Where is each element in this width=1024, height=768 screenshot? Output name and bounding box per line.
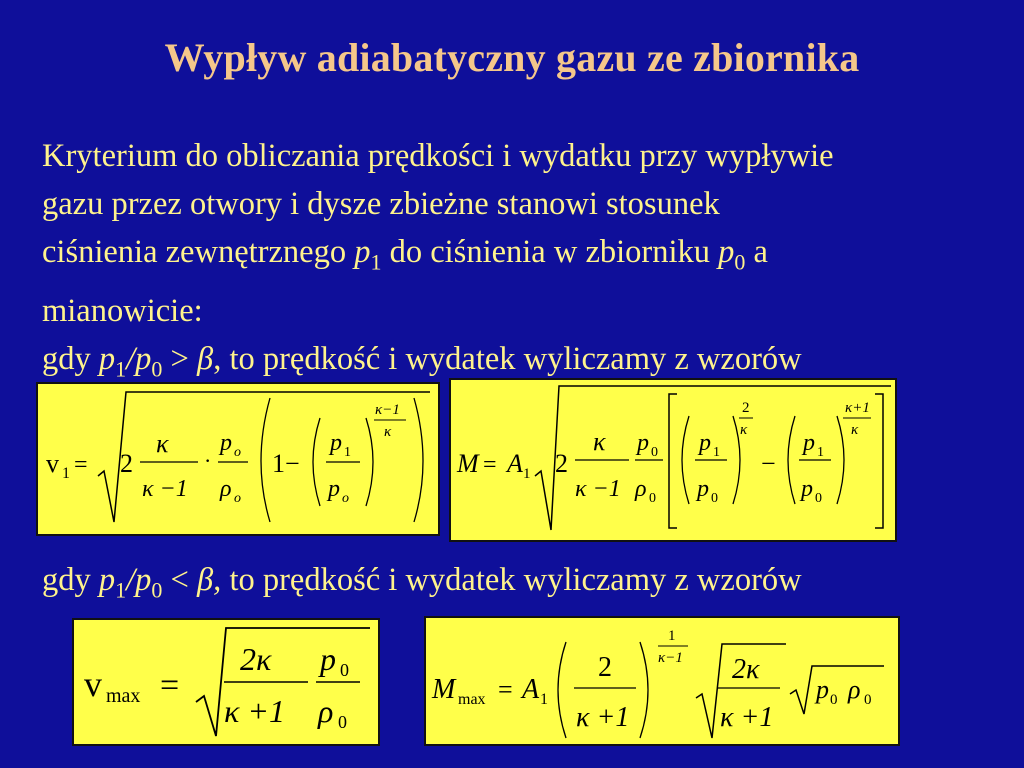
equals: =	[74, 452, 88, 478]
subscript: 0	[734, 249, 746, 275]
subscript: 1	[817, 445, 824, 460]
subscript: 1	[540, 691, 548, 708]
text: gdy	[42, 340, 99, 377]
M-symbol: M	[432, 674, 456, 705]
equals: =	[483, 452, 497, 478]
subscript: o	[342, 491, 349, 506]
symbol-p: p	[354, 234, 371, 270]
A-symbol: A	[507, 449, 523, 478]
formula-v1-box	[36, 382, 440, 536]
exponent-numerator: κ+1	[845, 400, 870, 416]
formula-Mmax	[426, 618, 898, 744]
subscript: max	[106, 685, 141, 707]
subscript: 0	[830, 692, 838, 708]
p1-symbol: p	[699, 430, 711, 456]
one-minus: 1−	[272, 449, 300, 478]
p0-symbol: p	[320, 641, 336, 677]
symbol-beta: β	[197, 340, 214, 377]
subscript: 1	[115, 577, 127, 603]
exponent-numerator: 1	[668, 628, 676, 644]
rho0-symbol: ρ	[318, 693, 334, 729]
p0-symbol: p	[697, 476, 709, 502]
slash: /	[126, 340, 136, 377]
exponent-denominator: κ−1	[658, 650, 683, 666]
formula-vmax-box	[72, 618, 380, 746]
coef-two: 2	[120, 449, 133, 478]
p-symbol: p	[220, 430, 232, 456]
subscript: 1	[370, 249, 382, 275]
condition-2	[42, 562, 802, 604]
two-kappa: 2κ	[732, 654, 760, 685]
left-paren	[558, 642, 566, 738]
formula-v1	[38, 384, 438, 534]
formula-vmax	[74, 620, 378, 744]
subscript: 1	[713, 445, 720, 460]
paragraph-line-3	[42, 228, 1017, 287]
v-symbol: v	[84, 664, 102, 704]
left-paren	[261, 398, 270, 522]
criterion-paragraph	[42, 132, 1017, 393]
right-paren	[837, 416, 844, 504]
equals: =	[498, 675, 513, 704]
minus: −	[761, 449, 776, 478]
left-bracket	[669, 394, 677, 528]
subscript: o	[234, 491, 241, 506]
subscript: max	[458, 691, 486, 708]
kappa: κ	[156, 429, 169, 458]
subscript: 1	[523, 466, 531, 482]
slide-title: Wypływ adiabatyczny gazu ze zbiornika	[164, 35, 860, 80]
A-symbol: A	[522, 674, 540, 705]
p0-symbol: p	[637, 430, 649, 456]
subscript: 0	[151, 577, 163, 603]
coef-two: 2	[555, 449, 568, 478]
subscript: 1	[115, 356, 127, 381]
left-paren	[788, 416, 795, 504]
exponent-numerator: κ−1	[375, 402, 400, 418]
equals: =	[160, 667, 180, 704]
right-paren	[733, 416, 740, 504]
paragraph-line-2: gazu przez otwory i dysze zbieżne stanowi stosunek	[42, 186, 720, 222]
formula-M-box	[449, 378, 897, 542]
subscript: 0	[815, 491, 822, 506]
exponent-numerator: 2	[742, 400, 750, 416]
numerator-two: 2	[598, 652, 612, 683]
exponent-denominator: κ	[851, 422, 859, 438]
exponent-denominator: κ	[384, 424, 392, 440]
subscript: 0	[649, 491, 656, 506]
M-symbol: M	[457, 449, 479, 478]
formula-Mmax-box	[424, 616, 900, 746]
right-paren	[640, 642, 648, 738]
symbol-beta: β,	[197, 562, 222, 598]
symbol-p: p	[135, 340, 152, 377]
right-paren-inner	[366, 418, 373, 506]
kappa-minus-one: κ −1	[575, 476, 621, 502]
symbol-p: p	[718, 234, 735, 270]
kappa-plus-one: κ +1	[224, 693, 285, 729]
text: to prędkość i wydatek wyliczamy z wzorów	[221, 562, 802, 598]
kappa-plus-one: κ +1	[576, 702, 630, 733]
slash: /	[126, 562, 136, 598]
right-paren	[414, 398, 423, 522]
p0-symbol: p	[801, 476, 813, 502]
subscript: 0	[864, 692, 872, 708]
kappa-minus-one: κ −1	[142, 476, 188, 502]
kappa: κ	[593, 427, 606, 456]
right-bracket	[875, 394, 883, 528]
operator: <	[162, 562, 197, 598]
text: do ciśnienia w zbiorniku	[381, 234, 719, 270]
two-kappa: 2κ	[240, 641, 272, 677]
p1-symbol: p	[803, 430, 815, 456]
kappa-plus-one: κ +1	[720, 702, 774, 733]
po-symbol: p	[328, 476, 340, 502]
subscript: 1	[344, 445, 351, 460]
rho0-symbol: ρ	[635, 476, 647, 502]
symbol-p: p	[98, 340, 116, 377]
subscript: 1	[62, 465, 70, 482]
text: , to prędkość i wydatek wyliczamy z wzorów	[213, 340, 802, 377]
exponent-denominator: κ	[740, 422, 748, 438]
p0-symbol: p	[816, 675, 829, 704]
paragraph-line-1: Kryterium do obliczania prędkości i wydatku przy wypływie	[42, 138, 834, 174]
subscript: 0	[338, 712, 347, 732]
text: gdy	[42, 562, 99, 598]
formula-M	[451, 380, 895, 540]
subscript: 0	[711, 491, 718, 506]
rho0-symbol: ρ	[848, 675, 861, 704]
left-paren-inner	[313, 418, 320, 506]
paragraph-line-4: mianowicie:	[42, 292, 203, 329]
left-paren	[682, 416, 689, 504]
p1-symbol: p	[330, 430, 342, 456]
text: ciśnienia zewnętrznego	[42, 234, 355, 270]
subscript: 0	[151, 356, 163, 381]
subscript: o	[234, 445, 241, 460]
subscript: 0	[651, 445, 658, 460]
v-symbol: v	[46, 449, 59, 478]
symbol-p: p	[135, 562, 152, 598]
symbol-p: p	[98, 562, 116, 598]
text: a	[745, 234, 768, 270]
rho-symbol: ρ	[220, 476, 232, 502]
subscript: 0	[340, 660, 349, 680]
dot: ·	[204, 448, 212, 473]
operator: >	[162, 340, 197, 377]
